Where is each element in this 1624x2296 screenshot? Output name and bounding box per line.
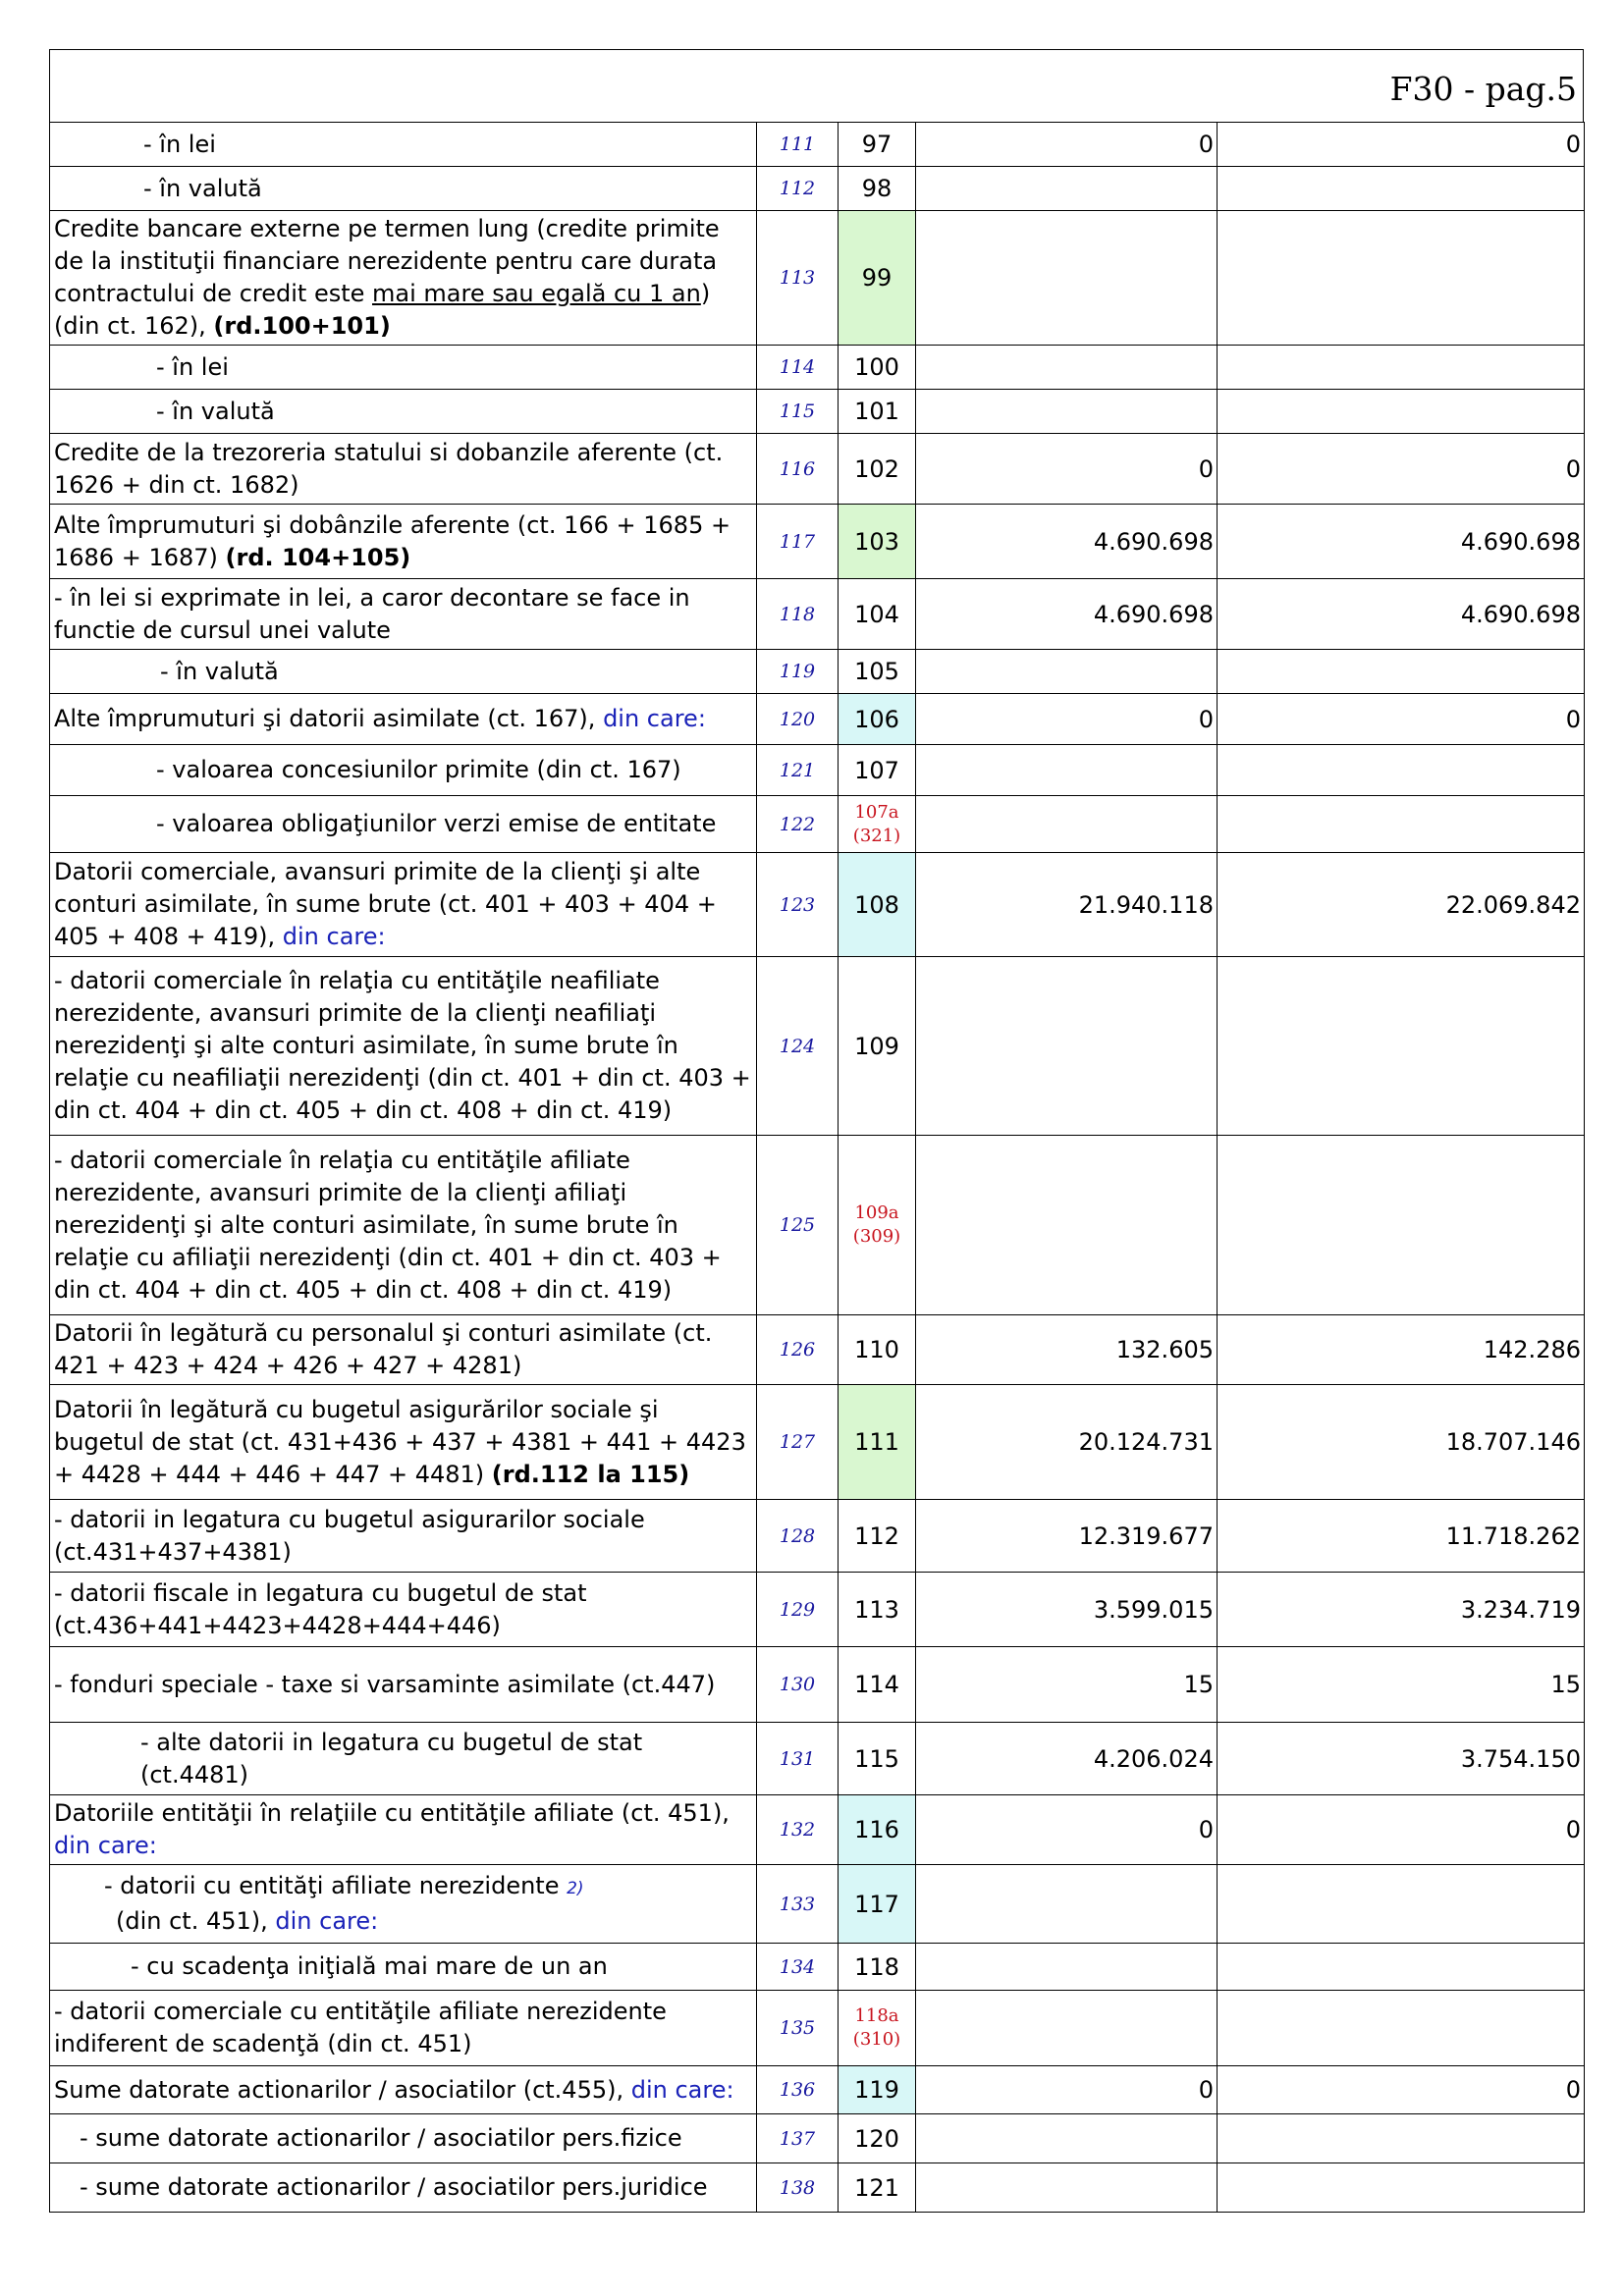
table-row: [50, 1500, 1585, 1573]
value-cell[interactable]: [916, 745, 1218, 796]
row-description: - valoarea obligaţiunilor verzi emise de entitate: [50, 796, 757, 853]
row-number: 106: [839, 694, 916, 745]
table-row: [50, 123, 1585, 167]
row-description: Datorii în legătură cu bugetul asigurărilor sociale şi bugetul de stat (ct. 431+436 + 437 + 4381 + 441 + 4423 + 4428 + 444 + 446 + 447 + 4481) (rd.112 la 115): [50, 1385, 757, 1500]
value-cell[interactable]: [916, 1944, 1218, 1991]
value-cell[interactable]: 22.069.842: [1218, 853, 1585, 957]
value-cell[interactable]: [1218, 346, 1585, 390]
value-cell[interactable]: [1218, 167, 1585, 211]
row-description: Alte împrumuturi şi datorii asimilate (ct. 167), din care:: [50, 694, 757, 745]
row-description: - cu scadenţa iniţială mai mare de un an: [50, 1944, 757, 1991]
value-cell[interactable]: [1218, 1865, 1585, 1944]
table-row: [50, 1647, 1585, 1723]
row-code: 127: [757, 1385, 839, 1500]
row-description: Sume datorate actionarilor / asociatilor (ct.455), din care:: [50, 2066, 757, 2114]
row-code: 114: [757, 346, 839, 390]
row-code: 115: [757, 390, 839, 434]
value-cell[interactable]: [916, 1991, 1218, 2066]
row-code: 121: [757, 745, 839, 796]
value-cell[interactable]: 15: [916, 1647, 1218, 1723]
row-number: 100: [839, 346, 916, 390]
value-cell[interactable]: [916, 796, 1218, 853]
form-sheet: [49, 49, 1584, 2213]
row-code: 136: [757, 2066, 839, 2114]
row-number: 120: [839, 2114, 916, 2163]
table-row: [50, 2066, 1585, 2114]
table-row: [50, 796, 1585, 853]
row-number: 113: [839, 1573, 916, 1647]
row-description: - valoarea concesiunilor primite (din ct. 167): [50, 745, 757, 796]
value-cell[interactable]: 0: [1218, 1795, 1585, 1865]
row-number: 98: [839, 167, 916, 211]
value-cell[interactable]: [916, 167, 1218, 211]
value-cell[interactable]: 4.206.024: [916, 1723, 1218, 1795]
row-code: 130: [757, 1647, 839, 1723]
value-cell[interactable]: [916, 390, 1218, 434]
row-code: 131: [757, 1723, 839, 1795]
row-description: - în valută: [50, 390, 757, 434]
row-code: 125: [757, 1136, 839, 1315]
value-cell[interactable]: [916, 2114, 1218, 2163]
value-cell[interactable]: [916, 957, 1218, 1136]
row-number: 107: [839, 745, 916, 796]
table-row: [50, 745, 1585, 796]
table-row: [50, 167, 1585, 211]
value-cell[interactable]: 4.690.698: [916, 505, 1218, 579]
value-cell[interactable]: 4.690.698: [916, 579, 1218, 650]
value-cell[interactable]: [916, 346, 1218, 390]
table-row: [50, 957, 1585, 1136]
value-cell[interactable]: 15: [1218, 1647, 1585, 1723]
row-number: 109: [839, 957, 916, 1136]
row-number: 115: [839, 1723, 916, 1795]
row-number: 103: [839, 505, 916, 579]
row-number: 111: [839, 1385, 916, 1500]
page-header: [49, 49, 1584, 122]
row-code: 128: [757, 1500, 839, 1573]
row-description: - sume datorate actionarilor / asociatilor pers.juridice: [50, 2163, 757, 2213]
value-cell[interactable]: [1218, 745, 1585, 796]
row-description: - în valută: [50, 650, 757, 694]
value-cell[interactable]: [916, 650, 1218, 694]
page-label: F30 - pag.5: [1389, 70, 1577, 108]
value-cell[interactable]: 0: [916, 2066, 1218, 2114]
table-row: [50, 1385, 1585, 1500]
row-code: 134: [757, 1944, 839, 1991]
value-cell[interactable]: 0: [1218, 434, 1585, 505]
row-code: 133: [757, 1865, 839, 1944]
value-cell[interactable]: 0: [916, 1795, 1218, 1865]
row-number: 108: [839, 853, 916, 957]
value-cell[interactable]: 3.234.719: [1218, 1573, 1585, 1647]
row-description: - datorii comerciale în relaţia cu entităţile afiliate nerezidente, avansuri primite de la clienţi afiliaţi nerezidenţi şi alte conturi asimilate, în sume brute în relaţie cu afiliaţii nerezidenţi (din ct. 401 + din ct. 403 + din ct. 404 + din ct. 405 + din ct. 408 + din ct. 419): [50, 1136, 757, 1315]
row-description: - în lei si exprimate in lei, a caror decontare se face in functie de cursul unei valute: [50, 579, 757, 650]
value-cell[interactable]: 18.707.146: [1218, 1385, 1585, 1500]
row-description: - datorii cu entităţi afiliate nerezidente 2) (din ct. 451), din care:: [50, 1865, 757, 1944]
table-row: [50, 390, 1585, 434]
table-row: [50, 694, 1585, 745]
row-code: 137: [757, 2114, 839, 2163]
row-code: 112: [757, 167, 839, 211]
row-code: 111: [757, 123, 839, 167]
value-cell[interactable]: [1218, 2114, 1585, 2163]
table-row: [50, 2163, 1585, 2213]
table-row: [50, 1795, 1585, 1865]
row-description: - în lei: [50, 346, 757, 390]
value-cell[interactable]: 12.319.677: [916, 1500, 1218, 1573]
row-number: 110: [839, 1315, 916, 1385]
table-row: [50, 1944, 1585, 1991]
row-description: Datorii comerciale, avansuri primite de la clienţi şi alte conturi asimilate, în sume brute (ct. 401 + 403 + 404 + 405 + 408 + 419), din care:: [50, 853, 757, 957]
row-code: 135: [757, 1991, 839, 2066]
row-description: Credite de la trezoreria statului si dobanzile aferente (ct. 1626 + din ct. 1682): [50, 434, 757, 505]
value-cell[interactable]: 132.605: [916, 1315, 1218, 1385]
value-cell[interactable]: [1218, 650, 1585, 694]
value-cell[interactable]: 3.599.015: [916, 1573, 1218, 1647]
table-row: [50, 505, 1585, 579]
row-description: - alte datorii in legatura cu bugetul de stat (ct.4481): [50, 1723, 757, 1795]
value-cell[interactable]: 0: [1218, 123, 1585, 167]
value-cell[interactable]: [1218, 390, 1585, 434]
value-cell[interactable]: 11.718.262: [1218, 1500, 1585, 1573]
row-code: 117: [757, 505, 839, 579]
row-code: 138: [757, 2163, 839, 2213]
value-cell[interactable]: 4.690.698: [1218, 579, 1585, 650]
row-number: 112: [839, 1500, 916, 1573]
value-cell[interactable]: [1218, 1136, 1585, 1315]
value-cell[interactable]: [916, 2163, 1218, 2213]
row-number: 104: [839, 579, 916, 650]
row-code: 113: [757, 211, 839, 346]
row-number: 114: [839, 1647, 916, 1723]
table-row: [50, 434, 1585, 505]
row-description: - fonduri speciale - taxe si varsaminte asimilate (ct.447): [50, 1647, 757, 1723]
table-row: [50, 1991, 1585, 2066]
row-code: 126: [757, 1315, 839, 1385]
table-row: [50, 1723, 1585, 1795]
row-number: 102: [839, 434, 916, 505]
row-number: 117: [839, 1865, 916, 1944]
row-code: 124: [757, 957, 839, 1136]
row-number: 116: [839, 1795, 916, 1865]
table-row: [50, 1315, 1585, 1385]
row-description: - datorii comerciale în relaţia cu entităţile neafiliate nerezidente, avansuri primite de la clienţi neafiliaţi nerezidenţi şi alte conturi asimilate, în sume brute în relaţie cu neafiliaţii nerezidenţi (din ct. 401 + din ct. 403 + din ct. 404 + din ct. 405 + din ct. 408 + din ct. 419): [50, 957, 757, 1136]
table-row: [50, 579, 1585, 650]
table-row: [50, 1136, 1585, 1315]
row-number: 118a (310): [839, 1991, 916, 2066]
value-cell[interactable]: [1218, 1944, 1585, 1991]
row-description: Alte împrumuturi şi dobânzile aferente (ct. 166 + 1685 + 1686 + 1687) (rd. 104+105): [50, 505, 757, 579]
row-number: 121: [839, 2163, 916, 2213]
value-cell[interactable]: [1218, 1991, 1585, 2066]
value-cell[interactable]: 20.124.731: [916, 1385, 1218, 1500]
row-number: 101: [839, 390, 916, 434]
table-row: [50, 1573, 1585, 1647]
row-number: 119: [839, 2066, 916, 2114]
row-description: - în valută: [50, 167, 757, 211]
row-description: - în lei: [50, 123, 757, 167]
row-code: 123: [757, 853, 839, 957]
value-cell[interactable]: 4.690.698: [1218, 505, 1585, 579]
row-description: - datorii in legatura cu bugetul asigurarilor sociale (ct.431+437+4381): [50, 1500, 757, 1573]
table-row: [50, 346, 1585, 390]
value-cell[interactable]: [916, 1865, 1218, 1944]
row-description: - sume datorate actionarilor / asociatilor pers.fizice: [50, 2114, 757, 2163]
value-cell[interactable]: [1218, 796, 1585, 853]
row-number: 118: [839, 1944, 916, 1991]
row-number: 107a (321): [839, 796, 916, 853]
row-number: 109a (309): [839, 1136, 916, 1315]
table-row: [50, 211, 1585, 346]
row-description: - datorii comerciale cu entităţile afiliate nerezidente indiferent de scadenţă (din ct. 451): [50, 1991, 757, 2066]
value-cell[interactable]: [1218, 2163, 1585, 2213]
row-description: Datorii în legătură cu personalul şi conturi asimilate (ct. 421 + 423 + 424 + 426 + 427 + 4281): [50, 1315, 757, 1385]
value-cell[interactable]: [916, 1136, 1218, 1315]
table-row: [50, 853, 1585, 957]
liabilities-table: [49, 122, 1585, 2213]
row-code: 119: [757, 650, 839, 694]
value-cell[interactable]: 0: [916, 434, 1218, 505]
value-cell[interactable]: 3.754.150: [1218, 1723, 1585, 1795]
row-code: 116: [757, 434, 839, 505]
row-number: 97: [839, 123, 916, 167]
value-cell[interactable]: 0: [916, 123, 1218, 167]
row-code: 120: [757, 694, 839, 745]
row-number: 105: [839, 650, 916, 694]
row-code: 129: [757, 1573, 839, 1647]
value-cell[interactable]: 21.940.118: [916, 853, 1218, 957]
value-cell[interactable]: 0: [1218, 694, 1585, 745]
row-code: 132: [757, 1795, 839, 1865]
table-row: [50, 650, 1585, 694]
value-cell[interactable]: 0: [916, 694, 1218, 745]
row-code: 118: [757, 579, 839, 650]
row-code: 122: [757, 796, 839, 853]
value-cell[interactable]: 0: [1218, 2066, 1585, 2114]
row-description: Datoriile entităţii în relaţiile cu entităţile afiliate (ct. 451), din care:: [50, 1795, 757, 1865]
value-cell[interactable]: [1218, 211, 1585, 346]
row-description: - datorii fiscale in legatura cu bugetul de stat (ct.436+441+4423+4428+444+446): [50, 1573, 757, 1647]
value-cell[interactable]: [916, 211, 1218, 346]
table-row: [50, 1865, 1585, 1944]
value-cell[interactable]: 142.286: [1218, 1315, 1585, 1385]
row-description: Credite bancare externe pe termen lung (credite primite de la instituţii financiare nerezidente pentru care durata contractului de credit este mai mare sau egală cu 1 an) (din ct. 162), (rd.100+101): [50, 211, 757, 346]
table-row: [50, 2114, 1585, 2163]
row-number: 99: [839, 211, 916, 346]
value-cell[interactable]: [1218, 957, 1585, 1136]
